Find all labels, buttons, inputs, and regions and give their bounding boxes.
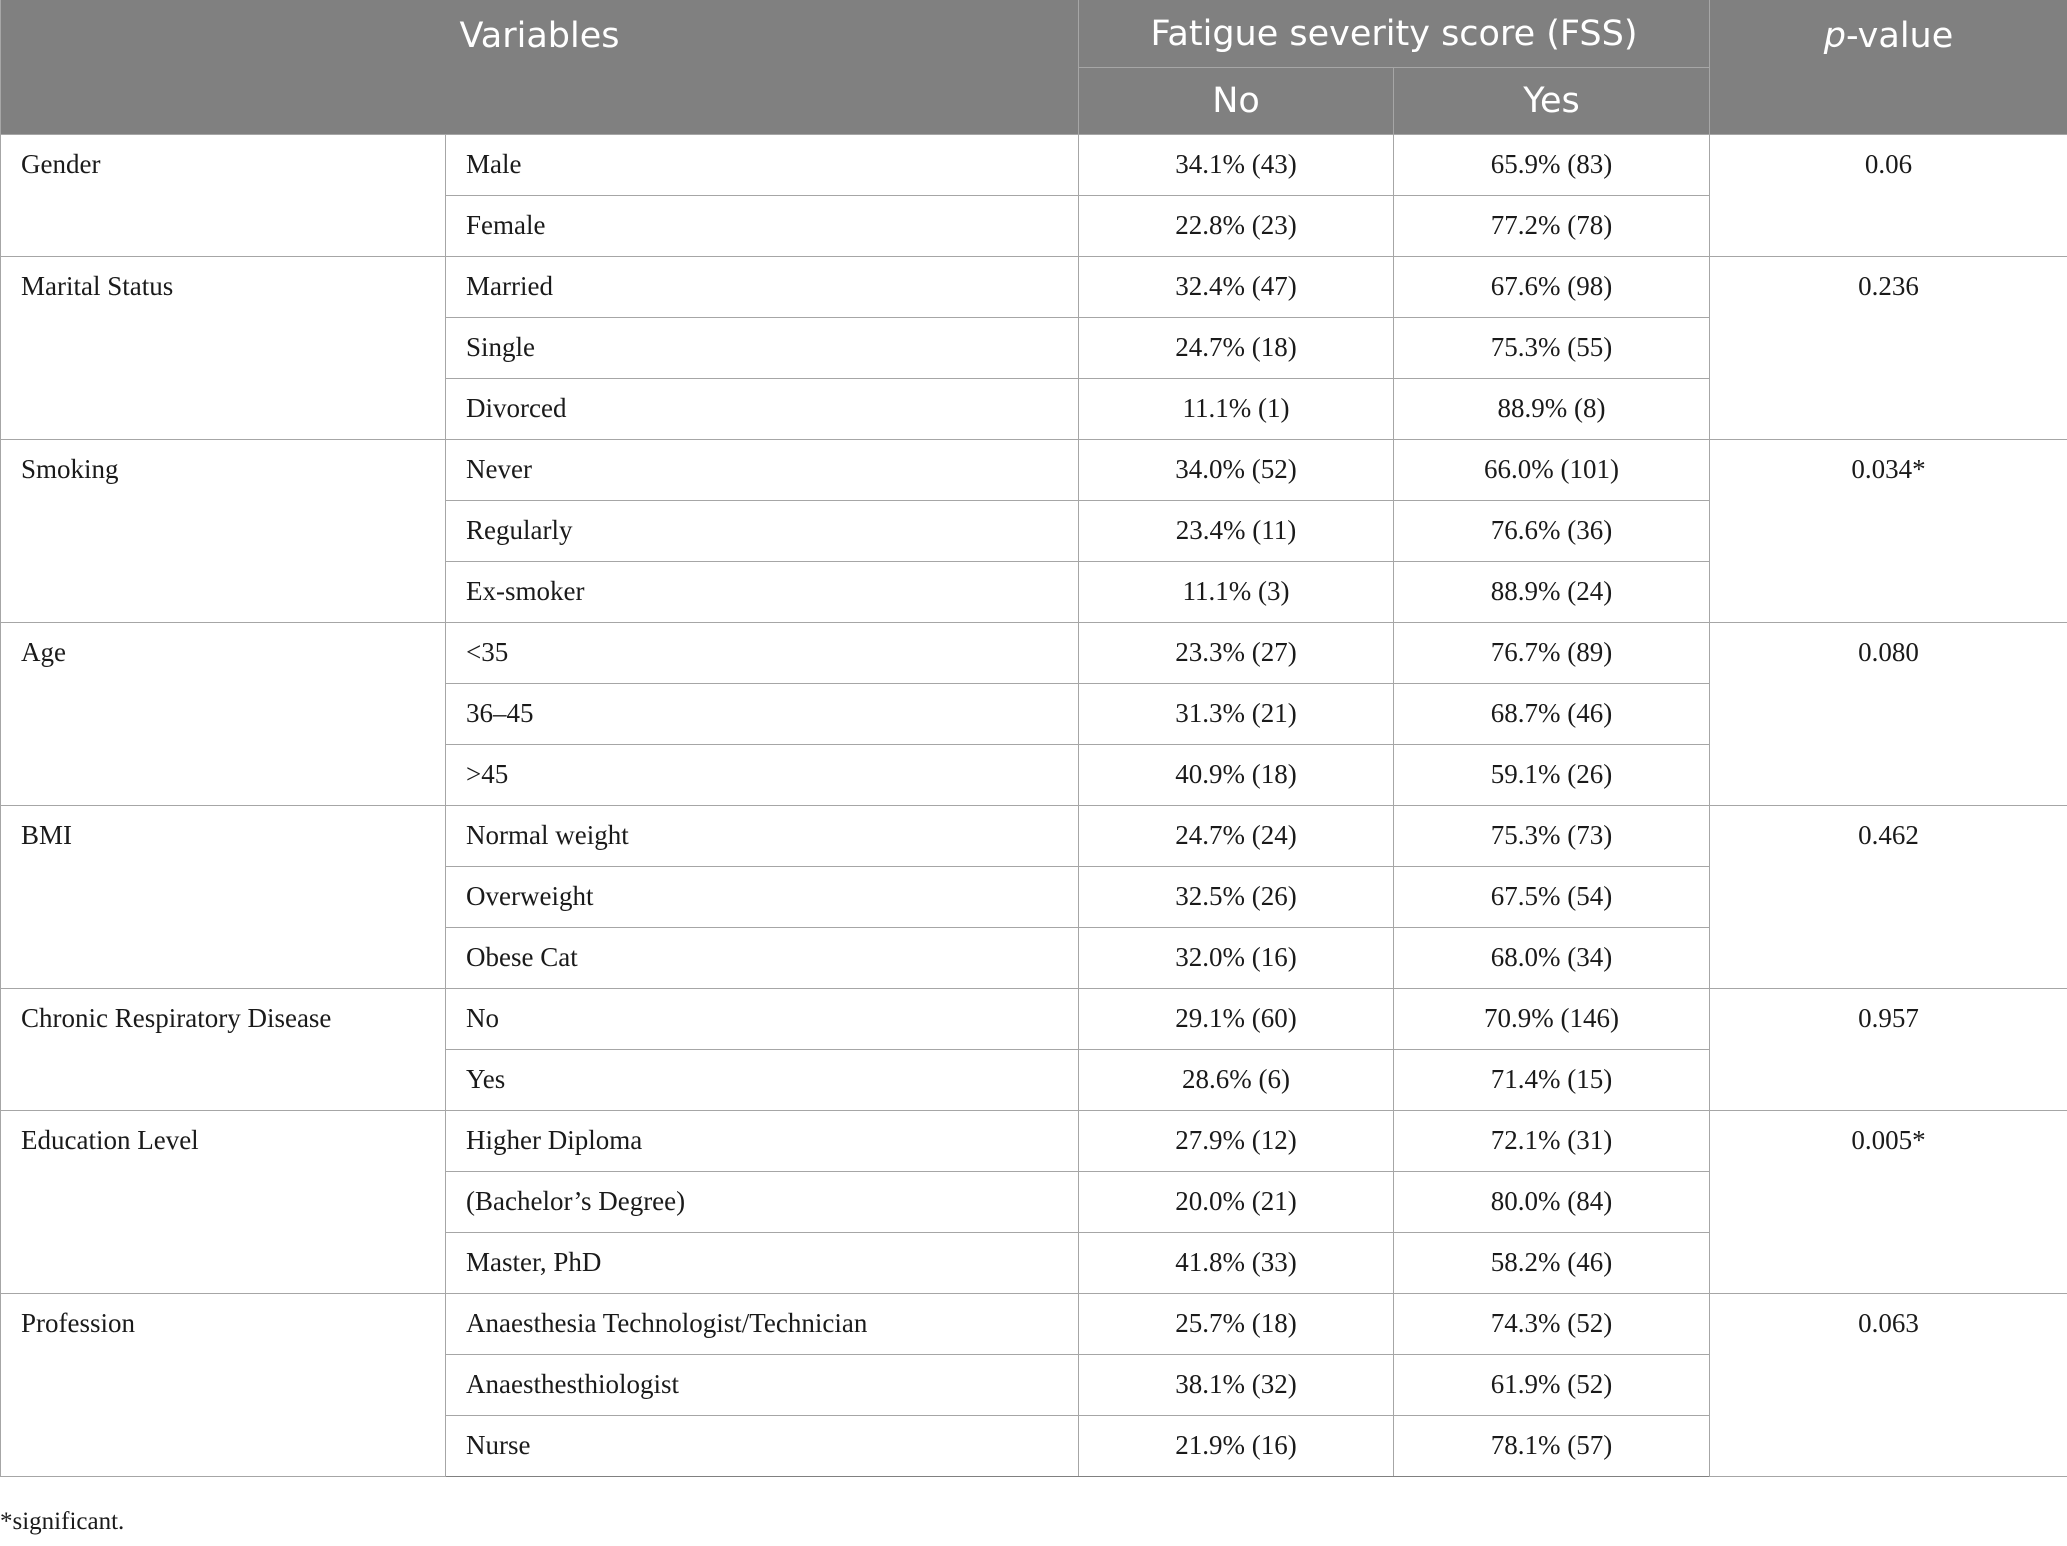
fss-no-cell	[1079, 745, 1394, 806]
variable-name: Age	[21, 637, 66, 667]
variable-name: Gender	[21, 149, 101, 179]
category-cell	[446, 379, 1079, 440]
category-cell	[446, 989, 1079, 1050]
category-label: Ex-smoker	[466, 576, 585, 606]
variable-name-cell	[1, 989, 446, 1111]
category-label: Nurse	[466, 1430, 531, 1460]
category-cell	[446, 867, 1079, 928]
p-value-cell	[1710, 623, 2067, 806]
fss-no-value: 11.1% (3)	[1182, 576, 1290, 606]
fss-no-cell	[1079, 1416, 1394, 1477]
category-cell	[446, 1355, 1079, 1416]
fss-no-value: 20.0% (21)	[1175, 1186, 1297, 1216]
fss-yes-value: 75.3% (55)	[1490, 332, 1613, 362]
fss-yes-value: 76.6% (36)	[1490, 515, 1613, 545]
fss-yes-cell	[1394, 806, 1710, 867]
fss-yes-cell	[1394, 745, 1710, 806]
category-cell	[446, 745, 1079, 806]
variable-name: Education Level	[21, 1125, 199, 1155]
table-row	[1, 1294, 2067, 1355]
category-label: Regularly	[466, 515, 573, 545]
category-cell	[446, 501, 1079, 562]
fss-no-value: 40.9% (18)	[1175, 759, 1297, 789]
fss-no-cell	[1079, 928, 1394, 989]
variable-name: BMI	[21, 820, 73, 850]
fss-yes-value: 75.3% (73)	[1490, 820, 1613, 850]
fss-no-cell	[1079, 684, 1394, 745]
p-value-cell	[1710, 1111, 2067, 1294]
fss-no-cell	[1079, 562, 1394, 623]
category-cell	[446, 257, 1079, 318]
fss-yes-value: 67.5% (54)	[1490, 881, 1613, 911]
fss-no-cell	[1079, 1111, 1394, 1172]
header-no: No	[1079, 68, 1394, 135]
fss-no-value: 34.0% (52)	[1175, 454, 1297, 484]
fss-no-cell	[1079, 501, 1394, 562]
fss-no-value: 25.7% (18)	[1175, 1308, 1297, 1338]
fss-no-value: 41.8% (33)	[1175, 1247, 1297, 1277]
p-value: 0.462	[1858, 820, 1919, 850]
table-row	[1, 623, 2067, 684]
fss-yes-value: 78.1% (57)	[1490, 1430, 1613, 1460]
fss-yes-value: 68.0% (34)	[1490, 942, 1613, 972]
fss-yes-cell	[1394, 928, 1710, 989]
variable-name-cell	[1, 257, 446, 440]
table-body	[1, 135, 2067, 1477]
category-cell	[446, 1050, 1079, 1111]
variable-name-cell	[1, 135, 446, 257]
fss-yes-value: 67.6% (98)	[1490, 271, 1613, 301]
header-yes: Yes	[1394, 68, 1710, 135]
fss-no-cell	[1079, 989, 1394, 1050]
fss-no-cell	[1079, 1355, 1394, 1416]
category-cell	[446, 196, 1079, 257]
category-cell	[446, 135, 1079, 196]
fss-yes-cell	[1394, 135, 1710, 196]
category-cell	[446, 1233, 1079, 1294]
header-fss: Fatigue severity score (FSS)	[1079, 0, 1710, 68]
fss-yes-cell	[1394, 623, 1710, 684]
fss-no-value: 29.1% (60)	[1175, 1003, 1297, 1033]
category-cell	[446, 1294, 1079, 1355]
fss-yes-cell	[1394, 196, 1710, 257]
header-p-rest: -value	[1845, 16, 1954, 56]
table-header	[1, 0, 2067, 135]
p-value-cell	[1710, 989, 2067, 1111]
fss-yes-cell	[1394, 501, 1710, 562]
header-p-italic: p	[1823, 16, 1846, 56]
fss-yes-cell	[1394, 257, 1710, 318]
fss-yes-value: 58.2% (46)	[1490, 1247, 1613, 1277]
fss-yes-value: 68.7% (46)	[1490, 698, 1613, 728]
fss-no-cell	[1079, 806, 1394, 867]
fss-no-cell	[1079, 318, 1394, 379]
fss-yes-value: 77.2% (78)	[1490, 210, 1613, 240]
category-label: >45	[466, 759, 509, 789]
fss-yes-value: 59.1% (26)	[1490, 759, 1613, 789]
fss-no-value: 11.1% (1)	[1182, 393, 1290, 423]
fss-no-value: 21.9% (16)	[1175, 1430, 1297, 1460]
fss-no-value: 24.7% (18)	[1175, 332, 1297, 362]
category-label: Single	[466, 332, 536, 362]
p-value: 0.06	[1864, 149, 1913, 179]
category-label: Never	[466, 454, 532, 484]
category-cell	[446, 562, 1079, 623]
p-value-cell	[1710, 806, 2067, 989]
category-label: Divorced	[466, 393, 567, 423]
fss-no-cell	[1079, 135, 1394, 196]
fss-no-value: 23.3% (27)	[1175, 637, 1297, 667]
category-cell	[446, 928, 1079, 989]
category-cell	[446, 806, 1079, 867]
variable-name: Chronic Respiratory Disease	[21, 1003, 332, 1033]
fss-yes-value: 88.9% (24)	[1490, 576, 1613, 606]
fss-yes-cell	[1394, 684, 1710, 745]
table-row	[1, 806, 2067, 867]
fss-no-value: 32.5% (26)	[1175, 881, 1297, 911]
variable-name-cell	[1, 1111, 446, 1294]
fss-no-value: 27.9% (12)	[1175, 1125, 1297, 1155]
table-row	[1, 257, 2067, 318]
fss-yes-cell	[1394, 379, 1710, 440]
category-label: Anaesthesthiologist	[466, 1369, 679, 1399]
p-value-cell	[1710, 257, 2067, 440]
footnote: *significant.	[0, 1508, 125, 1535]
p-value: 0.063	[1858, 1308, 1919, 1338]
fss-yes-value: 65.9% (83)	[1490, 149, 1613, 179]
fss-no-cell	[1079, 1050, 1394, 1111]
category-cell	[446, 623, 1079, 684]
variable-name-cell	[1, 440, 446, 623]
fss-no-value: 31.3% (21)	[1175, 698, 1297, 728]
p-value: 0.236	[1858, 271, 1919, 301]
fss-no-cell	[1079, 1294, 1394, 1355]
table-row	[1, 135, 2067, 196]
p-value-cell	[1710, 440, 2067, 623]
category-label: Obese Cat	[466, 942, 578, 972]
category-cell	[446, 1416, 1079, 1477]
fss-no-cell	[1079, 440, 1394, 501]
fss-yes-cell	[1394, 562, 1710, 623]
fss-yes-cell	[1394, 1294, 1710, 1355]
fss-yes-value: 66.0% (101)	[1484, 454, 1619, 484]
fss-yes-cell	[1394, 440, 1710, 501]
fss-no-value: 24.7% (24)	[1175, 820, 1297, 850]
category-label: <35	[466, 637, 509, 667]
p-value: 0.080	[1858, 637, 1919, 667]
category-cell	[446, 684, 1079, 745]
category-label: Married	[466, 271, 553, 301]
fss-yes-value: 76.7% (89)	[1490, 637, 1613, 667]
fss-no-cell	[1079, 1233, 1394, 1294]
header-variables: Variables	[1, 0, 1079, 135]
fss-no-cell	[1079, 257, 1394, 318]
category-cell	[446, 318, 1079, 379]
header-p-value	[1710, 0, 2067, 135]
fss-yes-cell	[1394, 1355, 1710, 1416]
fss-yes-cell	[1394, 1111, 1710, 1172]
fss-no-value: 28.6% (6)	[1182, 1064, 1290, 1094]
fss-no-cell	[1079, 379, 1394, 440]
category-label: (Bachelor’s Degree)	[466, 1186, 686, 1216]
fss-no-value: 38.1% (32)	[1175, 1369, 1297, 1399]
category-label: Female	[466, 210, 546, 240]
fss-yes-cell	[1394, 867, 1710, 928]
p-value: 0.034*	[1851, 454, 1926, 484]
fss-no-cell	[1079, 867, 1394, 928]
category-label: Anaesthesia Technologist/Technician	[466, 1308, 868, 1338]
fss-yes-cell	[1394, 1172, 1710, 1233]
variable-name-cell	[1, 623, 446, 806]
fss-yes-cell	[1394, 1233, 1710, 1294]
table-row	[1, 440, 2067, 501]
p-value-cell	[1710, 135, 2067, 257]
fss-yes-cell	[1394, 1416, 1710, 1477]
fss-no-value: 23.4% (11)	[1175, 515, 1297, 545]
fss-yes-value: 61.9% (52)	[1490, 1369, 1613, 1399]
fss-yes-value: 71.4% (15)	[1490, 1064, 1613, 1094]
fss-no-cell	[1079, 196, 1394, 257]
fss-yes-value: 72.1% (31)	[1490, 1125, 1613, 1155]
category-label: Male	[466, 149, 522, 179]
fss-yes-cell	[1394, 989, 1710, 1050]
category-label: Master, PhD	[466, 1247, 602, 1277]
category-cell	[446, 1172, 1079, 1233]
variable-name: Smoking	[21, 454, 119, 484]
table-row	[1, 1111, 2067, 1172]
category-label: Yes	[466, 1064, 506, 1094]
variable-name: Marital Status	[21, 271, 174, 301]
p-value: 0.957	[1858, 1003, 1919, 1033]
category-label: Normal weight	[466, 820, 629, 850]
fss-no-value: 32.4% (47)	[1175, 271, 1297, 301]
p-value: 0.005*	[1851, 1125, 1926, 1155]
category-cell	[446, 440, 1079, 501]
category-label: 36–45	[466, 698, 534, 728]
category-label: Overweight	[466, 881, 594, 911]
category-label: Higher Diploma	[466, 1125, 643, 1155]
variable-name: Profession	[21, 1308, 135, 1338]
category-label: No	[466, 1003, 499, 1033]
fss-no-value: 34.1% (43)	[1175, 149, 1297, 179]
fss-yes-value: 70.9% (146)	[1484, 1003, 1619, 1033]
fss-yes-cell	[1394, 318, 1710, 379]
fss-no-cell	[1079, 623, 1394, 684]
fss-yes-value: 88.9% (8)	[1497, 393, 1606, 423]
category-cell	[446, 1111, 1079, 1172]
table-row	[1, 989, 2067, 1050]
fss-no-cell	[1079, 1172, 1394, 1233]
fss-no-value: 32.0% (16)	[1175, 942, 1297, 972]
p-value-cell	[1710, 1294, 2067, 1477]
fss-no-value: 22.8% (23)	[1175, 210, 1297, 240]
fss-yes-value: 80.0% (84)	[1490, 1186, 1613, 1216]
fss-yes-cell	[1394, 1050, 1710, 1111]
fss-yes-value: 74.3% (52)	[1490, 1308, 1613, 1338]
variable-name-cell	[1, 806, 446, 989]
variable-name-cell	[1, 1294, 446, 1477]
